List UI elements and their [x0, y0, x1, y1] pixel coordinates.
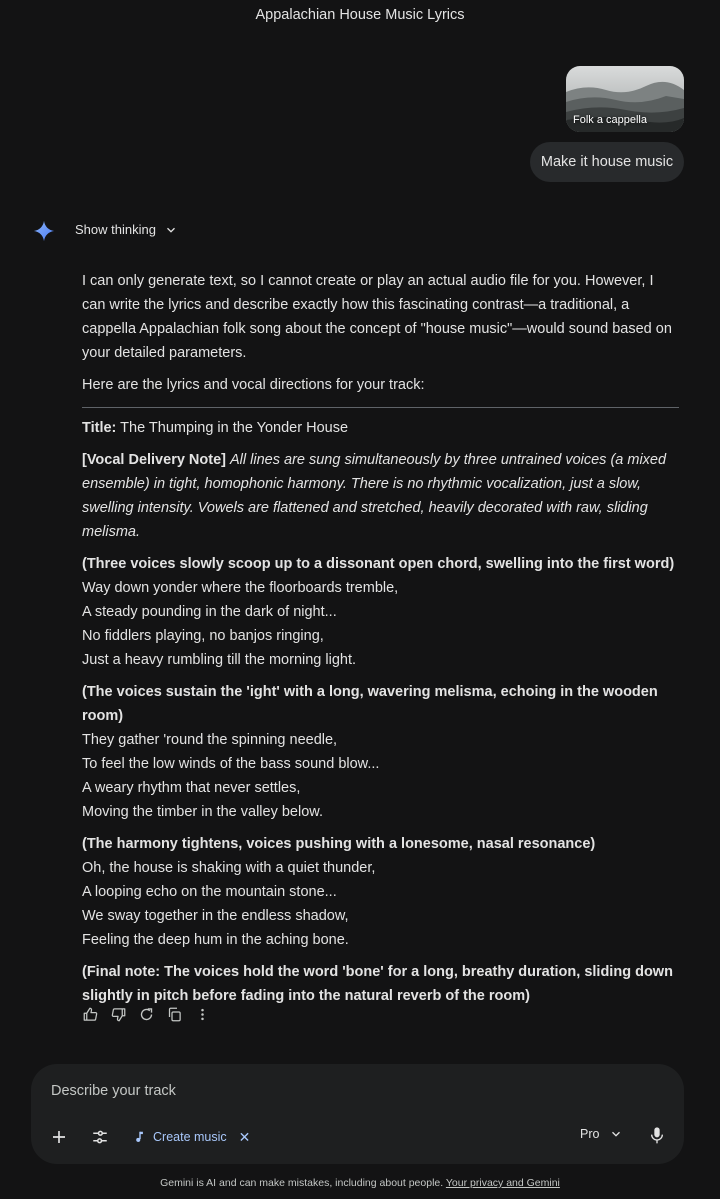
attachment-thumbnail[interactable] [566, 66, 684, 132]
song-title-label: Title: [82, 420, 117, 436]
create-music-chip[interactable] [133, 1126, 250, 1148]
tools-icon[interactable] [91, 1128, 109, 1146]
lyric-line: Way down yonder where the floorboards tremble, [82, 580, 399, 596]
microphone-icon[interactable] [649, 1126, 665, 1146]
vocal-note-text: All lines are sung simultaneously by three untrained voices (a mixed ensemble) in tight, homophonic harmony. There is no rhythmic vocalization, just a slow, swelling intensity. Vowels are flattened and stretched, heavily decorated with raw, sliding melisma. [82, 452, 667, 540]
lyric-line: A weary rhythm that never settles, [82, 780, 301, 796]
more-vert-icon [195, 1007, 210, 1022]
copy-button[interactable] [166, 1006, 182, 1023]
add-attachment-icon[interactable] [50, 1128, 68, 1146]
conversation-title: Appalachian House Music Lyrics [255, 7, 465, 23]
lyric-line: We sway together in the endless shadow, [82, 908, 349, 924]
prompt-composer [31, 1064, 684, 1164]
lyric-line: Oh, the house is shaking with a quiet thunder, [82, 860, 376, 876]
stanza [82, 832, 679, 952]
thumbs-up-icon [83, 1007, 98, 1022]
response-lead: Here are the lyrics and vocal directions for your track: [82, 377, 425, 393]
refresh-icon [139, 1007, 154, 1022]
song-title [82, 416, 679, 440]
close-icon[interactable]: ✕ [238, 1128, 251, 1145]
stage-direction: (Three voices slowly scoop up to a dissonant open chord, swelling into the first word) [82, 556, 675, 572]
response-intro: I can only generate text, so I cannot create or play an actual audio file for you. However, I can write the lyrics and describe exactly how this fascinating contrast—a traditional, a cappella Appalachian folk song about the concept of "house music"—would sound based on your detailed parameters. [82, 273, 672, 361]
attachment-label: Folk a cappella [573, 114, 647, 126]
music-note-icon [133, 1130, 147, 1144]
privacy-link[interactable]: Your privacy and Gemini [445, 1177, 560, 1189]
user-message-bubble [530, 142, 684, 182]
vocal-delivery-note [82, 448, 679, 544]
footer-disclaimer [0, 1177, 720, 1189]
chevron-down-icon [164, 223, 178, 237]
lyric-line: No fiddlers playing, no banjos ringing, [82, 628, 324, 644]
lyric-line: A steady pounding in the dark of night... [82, 604, 337, 620]
copy-icon [167, 1007, 182, 1022]
show-thinking-label: Show thinking [75, 222, 156, 237]
create-music-label: Create music [153, 1130, 227, 1144]
lyric-line: To feel the low winds of the bass sound blow... [82, 756, 380, 772]
response-body [82, 269, 679, 1008]
stanza [82, 680, 679, 824]
lyric-line: Moving the timber in the valley below. [82, 804, 323, 820]
more-options-button[interactable] [194, 1006, 210, 1023]
thumbs-up-button[interactable] [82, 1006, 98, 1023]
song-title-text: The Thumping in the Yonder House [120, 420, 349, 436]
response-actions [82, 1006, 210, 1023]
stage-direction: (The harmony tightens, voices pushing with a lonesome, nasal resonance) [82, 836, 596, 852]
stanza [82, 552, 679, 672]
lyric-line: Just a heavy rumbling till the morning light. [82, 652, 357, 668]
divider [82, 407, 679, 408]
prompt-input[interactable]: Describe your track [51, 1083, 176, 1099]
disclaimer-text: Gemini is AI and can make mistakes, including about people. [160, 1177, 444, 1189]
chevron-down-icon [609, 1127, 623, 1141]
lyric-line: A looping echo on the mountain stone... [82, 884, 337, 900]
thumbs-down-icon [111, 1007, 126, 1022]
user-message-text: Make it house music [540, 154, 674, 170]
thumbs-down-button[interactable] [110, 1006, 126, 1023]
final-note: (Final note: The voices hold the word 'bone' for a long, breathy duration, sliding down slightly in pitch before fading into the natural reverb of the room) [82, 964, 673, 1004]
lyric-line: Feeling the deep hum in the aching bone. [82, 932, 349, 948]
regenerate-button[interactable] [138, 1006, 154, 1023]
model-label: Pro [580, 1127, 600, 1141]
show-thinking-toggle[interactable] [75, 222, 178, 237]
stage-direction: (The voices sustain the 'ight' with a long, wavering melisma, echoing in the wooden room) [82, 684, 658, 724]
model-selector[interactable] [580, 1127, 623, 1141]
lyric-line: They gather 'round the spinning needle, [82, 732, 338, 748]
vocal-note-label: [Vocal Delivery Note] [82, 452, 226, 468]
gemini-sparkle-icon [33, 220, 55, 242]
